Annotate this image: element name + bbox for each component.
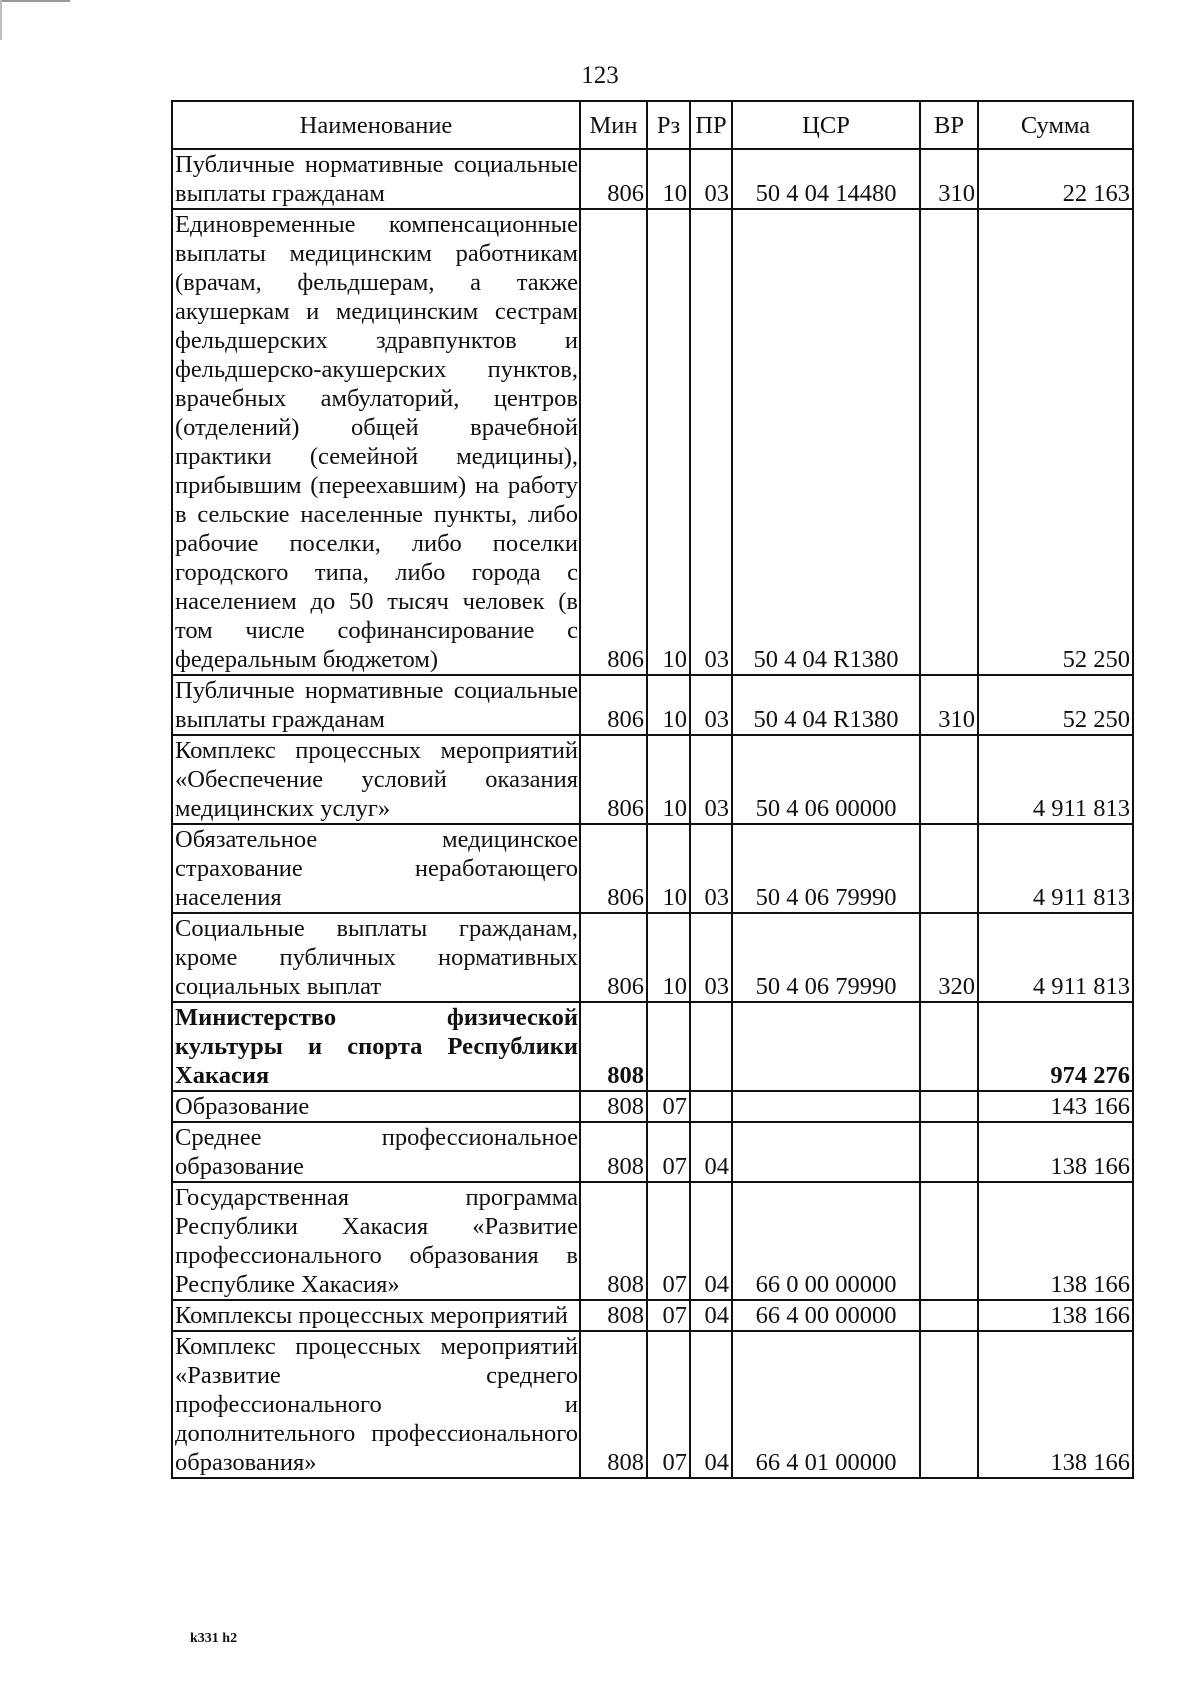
scan-edge-mark-vertical xyxy=(0,0,2,40)
cell-name: Единовременные компенсационные выплаты медицинским работникам (врачам, фельдшерам, а также акушеркам и медицинским сестрам фельдшерских здравпунктов и фельдшерско-акушерских пунктов, врачебных амбулаторий, центров (отделений) общей врачебной практики (семейной медицины), прибывшим (переехавшим) на работу в сельские населенные пункты, либо рабочие поселки, либо поселки городского типа, либо города с населением до 50 тысяч человек (в том числе софинансирование с федеральным бюджетом) xyxy=(172,209,580,675)
cell-name: Комплексы процессных мероприятий xyxy=(172,1300,580,1331)
cell-vr xyxy=(920,209,978,675)
cell-vr xyxy=(920,735,978,824)
cell-csr xyxy=(732,1002,920,1091)
table-row xyxy=(172,1300,1133,1331)
header-sum: Сумма xyxy=(978,101,1133,149)
cell-rz xyxy=(647,1002,690,1091)
cell-vr: 320 xyxy=(920,913,978,1002)
cell-min: 808 xyxy=(580,1122,647,1182)
cell-min: 808 xyxy=(580,1002,647,1091)
cell-pr: 04 xyxy=(690,1300,732,1331)
cell-rz: 10 xyxy=(647,735,690,824)
cell-sum: 138 166 xyxy=(978,1331,1133,1478)
cell-sum: 22 163 xyxy=(978,149,1133,209)
cell-rz: 07 xyxy=(647,1331,690,1478)
cell-pr: 03 xyxy=(690,735,732,824)
cell-name: Обязательное медицинское страхование неработающего населения xyxy=(172,824,580,913)
cell-name: Комплекс процессных мероприятий «Обеспечение условий оказания медицинских услуг» xyxy=(172,735,580,824)
table-row xyxy=(172,735,1133,824)
table-row xyxy=(172,824,1133,913)
header-min: Мин xyxy=(580,101,647,149)
cell-name: Социальные выплаты гражданам, кроме публичных нормативных социальных выплат xyxy=(172,913,580,1002)
cell-min: 806 xyxy=(580,675,647,735)
table-body xyxy=(172,149,1133,1478)
cell-min: 808 xyxy=(580,1182,647,1300)
cell-name: Образование xyxy=(172,1091,580,1122)
table-row xyxy=(172,913,1133,1002)
cell-min: 806 xyxy=(580,149,647,209)
budget-table xyxy=(171,100,1134,1479)
cell-pr xyxy=(690,1091,732,1122)
table-row xyxy=(172,149,1133,209)
cell-sum: 52 250 xyxy=(978,675,1133,735)
page-number: 123 xyxy=(581,62,619,89)
cell-name: Министерство физической культуры и спорта Республики Хакасия xyxy=(172,1002,580,1091)
header-pr: ПР xyxy=(690,101,732,149)
table-row xyxy=(172,1002,1133,1091)
cell-sum: 4 911 813 xyxy=(978,735,1133,824)
cell-sum: 974 276 xyxy=(978,1002,1133,1091)
cell-min: 806 xyxy=(580,824,647,913)
cell-rz: 10 xyxy=(647,913,690,1002)
cell-sum: 4 911 813 xyxy=(978,824,1133,913)
cell-rz: 10 xyxy=(647,149,690,209)
cell-vr: 310 xyxy=(920,675,978,735)
table-row xyxy=(172,1122,1133,1182)
cell-sum: 138 166 xyxy=(978,1122,1133,1182)
cell-csr: 66 0 00 00000 xyxy=(732,1182,920,1300)
cell-rz: 07 xyxy=(647,1091,690,1122)
cell-csr: 66 4 00 00000 xyxy=(732,1300,920,1331)
cell-vr xyxy=(920,1182,978,1300)
cell-csr xyxy=(732,1091,920,1122)
cell-pr: 03 xyxy=(690,824,732,913)
header-csr: ЦСР xyxy=(732,101,920,149)
cell-vr xyxy=(920,1331,978,1478)
cell-sum: 52 250 xyxy=(978,209,1133,675)
cell-rz: 07 xyxy=(647,1300,690,1331)
cell-pr xyxy=(690,1002,732,1091)
cell-csr: 50 4 06 79990 xyxy=(732,913,920,1002)
cell-pr: 04 xyxy=(690,1182,732,1300)
cell-pr: 03 xyxy=(690,675,732,735)
cell-rz: 07 xyxy=(647,1122,690,1182)
cell-pr: 03 xyxy=(690,913,732,1002)
cell-name: Публичные нормативные социальные выплаты гражданам xyxy=(172,149,580,209)
header-name: Наименование xyxy=(172,101,580,149)
cell-sum: 4 911 813 xyxy=(978,913,1133,1002)
cell-vr: 310 xyxy=(920,149,978,209)
cell-csr: 50 4 04 R1380 xyxy=(732,675,920,735)
cell-min: 806 xyxy=(580,735,647,824)
cell-vr xyxy=(920,1091,978,1122)
cell-min: 808 xyxy=(580,1331,647,1478)
table-row xyxy=(172,1182,1133,1300)
table-row xyxy=(172,209,1133,675)
cell-rz: 07 xyxy=(647,1182,690,1300)
cell-name: Среднее профессиональное образование xyxy=(172,1122,580,1182)
cell-sum: 138 166 xyxy=(978,1300,1133,1331)
scan-edge-mark xyxy=(0,0,70,2)
header-vr: ВР xyxy=(920,101,978,149)
cell-min: 808 xyxy=(580,1091,647,1122)
header-rz: Рз xyxy=(647,101,690,149)
table-row xyxy=(172,1331,1133,1478)
cell-rz: 10 xyxy=(647,209,690,675)
cell-pr: 03 xyxy=(690,149,732,209)
cell-vr xyxy=(920,824,978,913)
table-row xyxy=(172,675,1133,735)
cell-vr xyxy=(920,1122,978,1182)
cell-rz: 10 xyxy=(647,824,690,913)
cell-min: 806 xyxy=(580,913,647,1002)
cell-pr: 04 xyxy=(690,1122,732,1182)
cell-vr xyxy=(920,1002,978,1091)
cell-csr: 50 4 06 00000 xyxy=(732,735,920,824)
cell-rz: 10 xyxy=(647,675,690,735)
cell-sum: 138 166 xyxy=(978,1182,1133,1300)
cell-csr xyxy=(732,1122,920,1182)
table-row xyxy=(172,1091,1133,1122)
cell-name: Публичные нормативные социальные выплаты гражданам xyxy=(172,675,580,735)
cell-name: Государственная программа Республики Хакасия «Развитие профессионального образования в Республике Хакасия» xyxy=(172,1182,580,1300)
table-header-row xyxy=(172,101,1133,149)
cell-csr: 66 4 01 00000 xyxy=(732,1331,920,1478)
footer-code: k331 h2 xyxy=(190,1631,238,1646)
cell-min: 806 xyxy=(580,209,647,675)
cell-pr: 04 xyxy=(690,1331,732,1478)
cell-csr: 50 4 04 R1380 xyxy=(732,209,920,675)
cell-csr: 50 4 04 14480 xyxy=(732,149,920,209)
cell-pr: 03 xyxy=(690,209,732,675)
cell-sum: 143 166 xyxy=(978,1091,1133,1122)
cell-csr: 50 4 06 79990 xyxy=(732,824,920,913)
cell-min: 808 xyxy=(580,1300,647,1331)
cell-vr xyxy=(920,1300,978,1331)
cell-name: Комплекс процессных мероприятий «Развитие среднего профессионального и дополнительного профессионального образования» xyxy=(172,1331,580,1478)
